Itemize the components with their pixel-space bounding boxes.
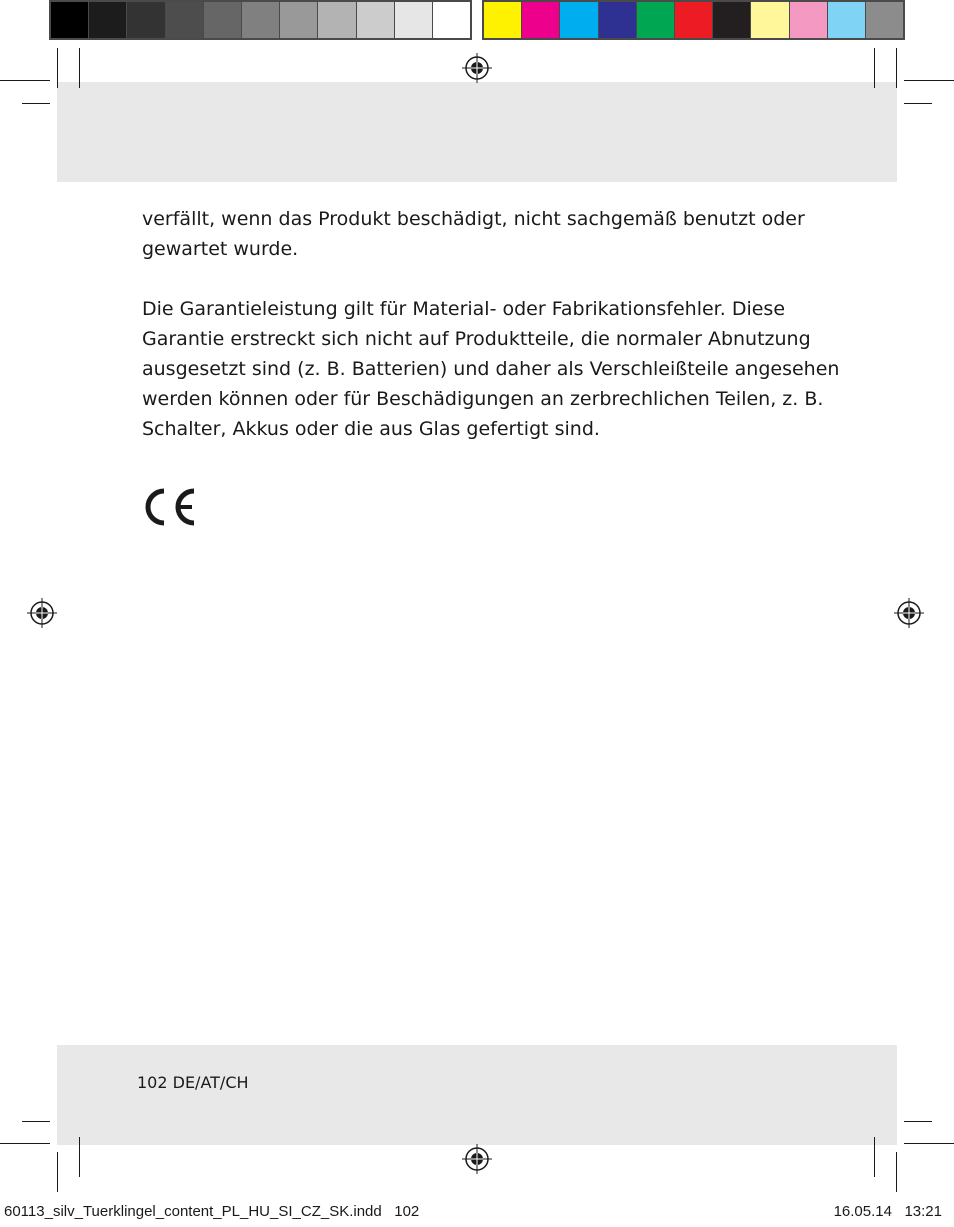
crop-mark-top-right-v <box>874 48 875 88</box>
crop-mark-bottom-right-v <box>874 1137 875 1177</box>
crop-mark-top-right-v2 <box>896 48 897 88</box>
registration-mark-icon <box>27 598 57 628</box>
gray-swatch <box>357 2 395 38</box>
gray-swatch <box>395 2 433 38</box>
slug-date-time: 16.05.14 13:21 <box>833 1203 942 1220</box>
process-color-swatch <box>522 2 560 38</box>
footer-band <box>57 1045 897 1145</box>
crop-mark-bottom-left-v <box>57 1152 58 1192</box>
crop-mark-top-left-h <box>0 80 50 81</box>
gray-swatch <box>89 2 127 38</box>
registration-mark-icon <box>462 1144 492 1174</box>
process-color-swatch <box>751 2 789 38</box>
gray-swatch <box>280 2 318 38</box>
gray-swatch <box>433 2 470 38</box>
crop-mark-top-left-h2 <box>22 103 50 104</box>
header-band <box>57 82 897 182</box>
crop-mark-bottom-right-h2 <box>904 1143 954 1144</box>
process-color-swatch <box>713 2 751 38</box>
process-color-swatch <box>675 2 713 38</box>
gray-swatch <box>204 2 242 38</box>
gray-color-bar <box>49 0 472 40</box>
page-number-label: 102 DE/AT/CH <box>137 1073 249 1092</box>
crop-mark-bottom-left-h2 <box>0 1143 50 1144</box>
crop-mark-bottom-right-h <box>904 1121 932 1122</box>
crop-mark-top-right-h <box>904 80 954 81</box>
registration-mark-icon <box>462 53 492 83</box>
crop-mark-bottom-left-h <box>22 1121 50 1122</box>
process-color-swatch <box>790 2 828 38</box>
process-color-swatch <box>637 2 675 38</box>
crop-mark-top-left-v <box>79 48 80 88</box>
ce-mark-icon <box>140 487 198 527</box>
gray-swatch <box>242 2 280 38</box>
registration-mark-icon <box>894 598 924 628</box>
process-color-swatch <box>828 2 866 38</box>
crop-mark-bottom-right-v2 <box>896 1152 897 1192</box>
crop-mark-top-left-v2 <box>57 48 58 88</box>
gray-swatch <box>51 2 89 38</box>
process-color-swatch <box>599 2 637 38</box>
crop-mark-bottom-left-v2 <box>79 1137 80 1177</box>
process-color-swatch <box>866 2 903 38</box>
warranty-paragraph-2: Die Garantieleistung gilt für Material- oder Fabrikationsfehler. Diese Garantie erstreckt sich nicht auf Produktteile, die normaler Abnutzung ausgesetzt sind (z. B. Batterien) und daher als Verschleißteile angesehen werden können oder für Beschädigungen an zerbrechlichen Teilen, z. B. Schalter, Akkus oder die aus Glas gefertigt sind. <box>142 298 840 440</box>
gray-swatch <box>318 2 356 38</box>
gray-swatch <box>166 2 204 38</box>
process-color-bar <box>482 0 905 40</box>
process-color-swatch <box>484 2 522 38</box>
gray-swatch <box>127 2 165 38</box>
slug-file-info: 60113_silv_Tuerklingel_content_PL_HU_SI_CZ_SK.indd 102 <box>4 1203 420 1220</box>
warranty-paragraph-1: verfällt, wenn das Produkt beschädigt, nicht sachgemäß benutzt oder gewartet wurde. <box>142 208 805 260</box>
crop-mark-top-right-h2 <box>904 103 932 104</box>
process-color-swatch <box>560 2 598 38</box>
